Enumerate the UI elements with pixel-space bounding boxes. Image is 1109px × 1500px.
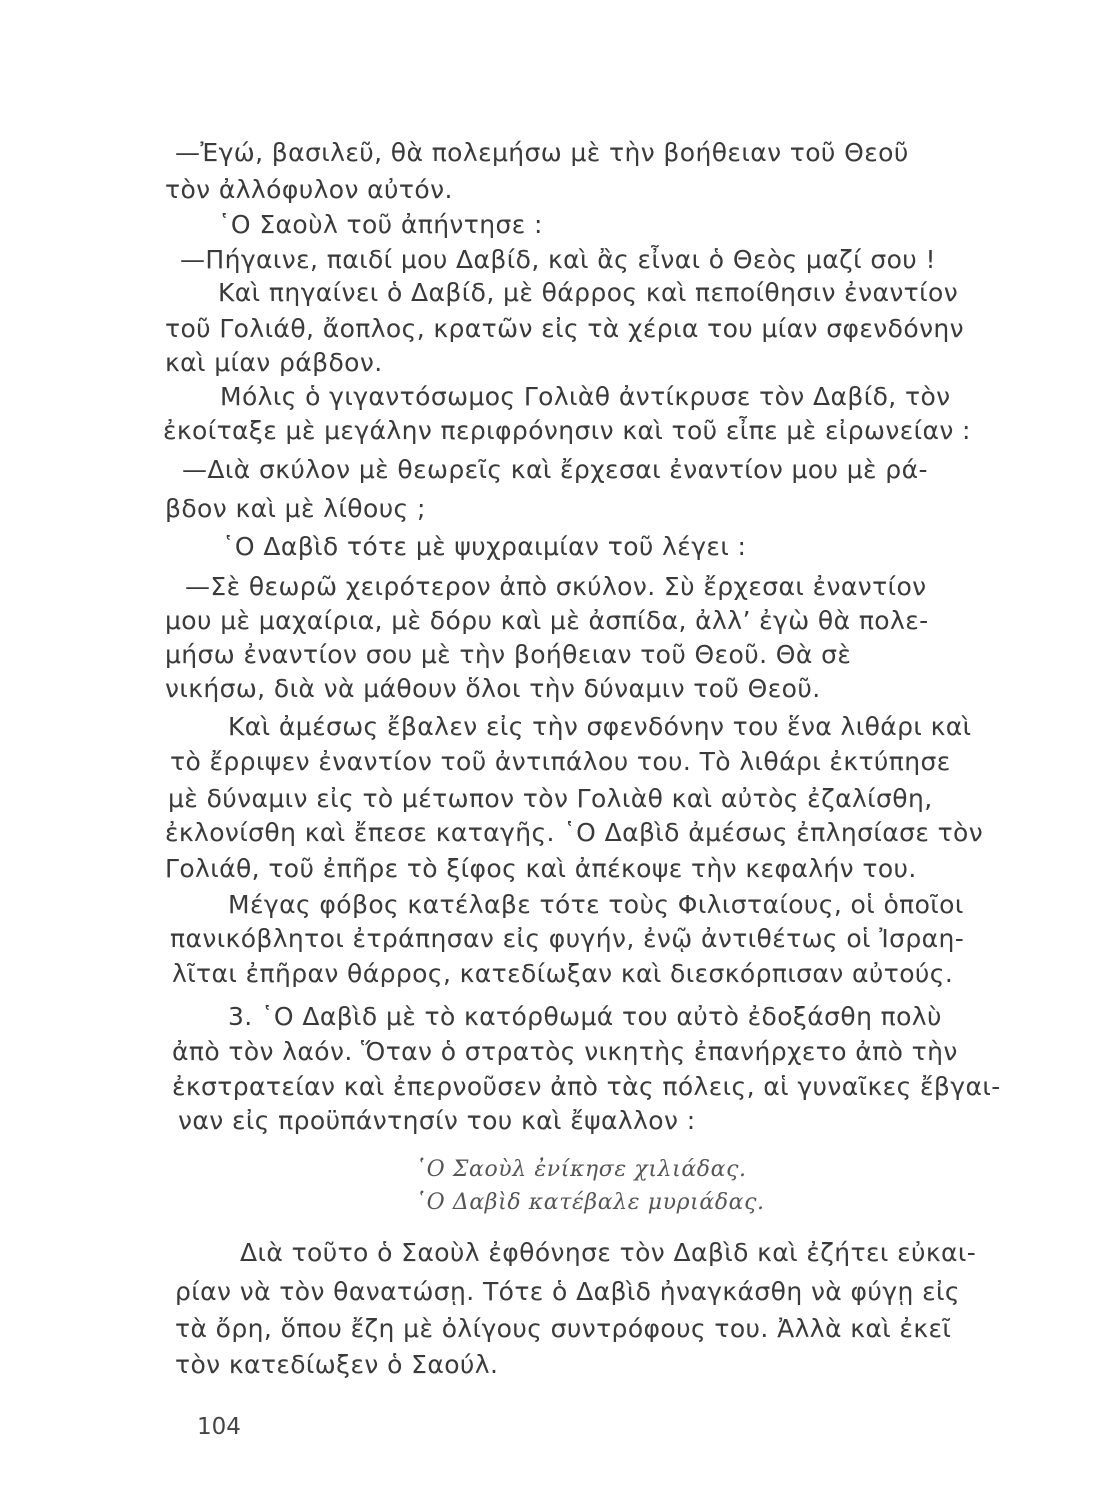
text-line: ναν εἰς προϋπάντησίν του καὶ ἔψαλλον : <box>178 1106 696 1135</box>
text-line: μήσω ἐναντίον σου μὲ τὴν βοήθειαν τοῦ Θεοῦ. Θὰ σὲ <box>165 640 852 669</box>
text-line: Καὶ πηγαίνει ὁ Δαβίδ, μὲ θάρρος καὶ πεποίθησιν ἐναντίον <box>218 278 959 307</box>
text-line: ἀπὸ τὸν λαόν. Ὅταν ὁ στρατὸς νικητὴς ἐπανήρχετο ἀπὸ τὴν <box>172 1037 958 1066</box>
text-line: πανικόβλητοι ἐτράπησαν εἰς φυγήν, ἐνῷ ἀντιθέτως οἱ Ἰσραη- <box>170 924 965 953</box>
text-line: 3. ῾Ο Δαβὶδ μὲ τὸ κατόρθωμά του αὐτὸ ἐδοξάσθη πολὺ <box>228 1002 942 1031</box>
text-line: ῾Ο Δαβὶδ τότε μὲ ψυχραιμίαν τοῦ λέγει : <box>222 532 747 561</box>
text-line: βδον καὶ μὲ λίθους ; <box>165 494 426 523</box>
text-line: λῖται ἐπῆραν θάρρος, κατεδίωξαν καὶ διεσκόρπισαν αὐτούς. <box>172 959 954 988</box>
text-line: Μόλις ὁ γιγαντόσωμος Γολιὰθ ἀντίκρυσε τὸν Δαβίδ, τὸν <box>220 382 951 411</box>
text-line: ἐκλονίσθη καὶ ἔπεσε καταγῆς. ῾Ο Δαβὶδ ἀμέσως ἐπλησίασε τὸν <box>165 818 984 847</box>
text-line: τὰ ὄρη, ὅπου ἔζη μὲ ὀλίγους συντρόφους του. Ἀλλὰ καὶ ἐκεῖ <box>175 1314 952 1343</box>
text-line: Γολιάθ, τοῦ ἐπῆρε τὸ ξίφος καὶ ἀπέκοψε τὴν κεφαλήν του. <box>165 854 917 883</box>
text-line: ῾Ο Σαοὺλ τοῦ ἀπήντησε : <box>218 210 543 239</box>
page-number: 104 <box>197 1414 241 1440</box>
text-line: τὸ ἔρριψεν ἐναντίον τοῦ ἀντιπάλου του. Τὸ λιθάρι ἐκτύπησε <box>170 747 951 776</box>
text-line: τὸν ἀλλόφυλον αὐτόν. <box>165 175 453 204</box>
text-line: —Διὰ σκύλον μὲ θεωρεῖς καὶ ἔρχεσαι ἐναντίον μου μὲ ρά- <box>182 455 928 484</box>
text-line: ἐκοίταξε μὲ μεγάλην περιφρόνησιν καὶ τοῦ εἶπε μὲ εἰρωνείαν : <box>163 416 971 445</box>
text-line: καὶ μίαν ράβδον. <box>165 348 383 377</box>
verse-line: ῾Ο Δαβὶδ κατέβαλε μυριάδας. <box>415 1190 765 1215</box>
text-line: —Σὲ θεωρῶ χειρότερον ἀπὸ σκύλον. Σὺ ἔρχεσαι ἐναντίον <box>185 572 927 601</box>
text-line: νικήσω, διὰ νὰ μάθουν ὅλοι τὴν δύναμιν τοῦ Θεοῦ. <box>165 674 821 703</box>
text-line: ἐκστρατείαν καὶ ἐπερνοῦσεν ἀπὸ τὰς πόλεις, αἱ γυναῖκες ἔβγαι- <box>172 1072 1001 1101</box>
verse-line: ῾Ο Σαοὺλ ἐνίκησε χιλιάδας. <box>415 1157 747 1182</box>
text-line: Καὶ ἀμέσως ἔβαλεν εἰς τὴν σφενδόνην του ἕνα λιθάρι καὶ <box>228 712 972 741</box>
text-line: τὸν κατεδίωξεν ὁ Σαούλ. <box>175 1350 499 1379</box>
text-line: Μέγας φόβος κατέλαβε τότε τοὺς Φιλισταίους, οἱ ὁποῖοι <box>228 890 964 919</box>
text-line: ρίαν νὰ τὸν θανατώσῃ. Τότε ὁ Δαβὶδ ἠναγκάσθη νὰ φύγῃ εἰς <box>175 1277 960 1306</box>
text-line: μὲ δύναμιν εἰς τὸ μέτωπον τὸν Γολιὰθ καὶ αὐτὸς ἐζαλίσθη, <box>168 784 933 813</box>
text-line: μου μὲ μαχαίρια, μὲ δόρυ καὶ μὲ ἀσπίδα, ἀλλ’ ἐγὼ θὰ πολε- <box>165 606 929 635</box>
text-line: τοῦ Γολιάθ, ἄοπλος, κρατῶν εἰς τὰ χέρια του μίαν σφενδόνην <box>165 314 965 343</box>
text-line: —Ἐγώ, βασιλεῦ, θὰ πολεμήσω μὲ τὴν βοήθειαν τοῦ Θεοῦ <box>175 138 909 167</box>
text-line: —Πήγαινε, παιδί μου Δαβίδ, καὶ ἂς εἶναι ὁ Θεὸς μαζί σου ! <box>180 245 936 274</box>
text-line: Διὰ τοῦτο ὁ Σαοὺλ ἐφθόνησε τὸν Δαβὶδ καὶ ἐζήτει εὐκαι- <box>240 1238 977 1267</box>
